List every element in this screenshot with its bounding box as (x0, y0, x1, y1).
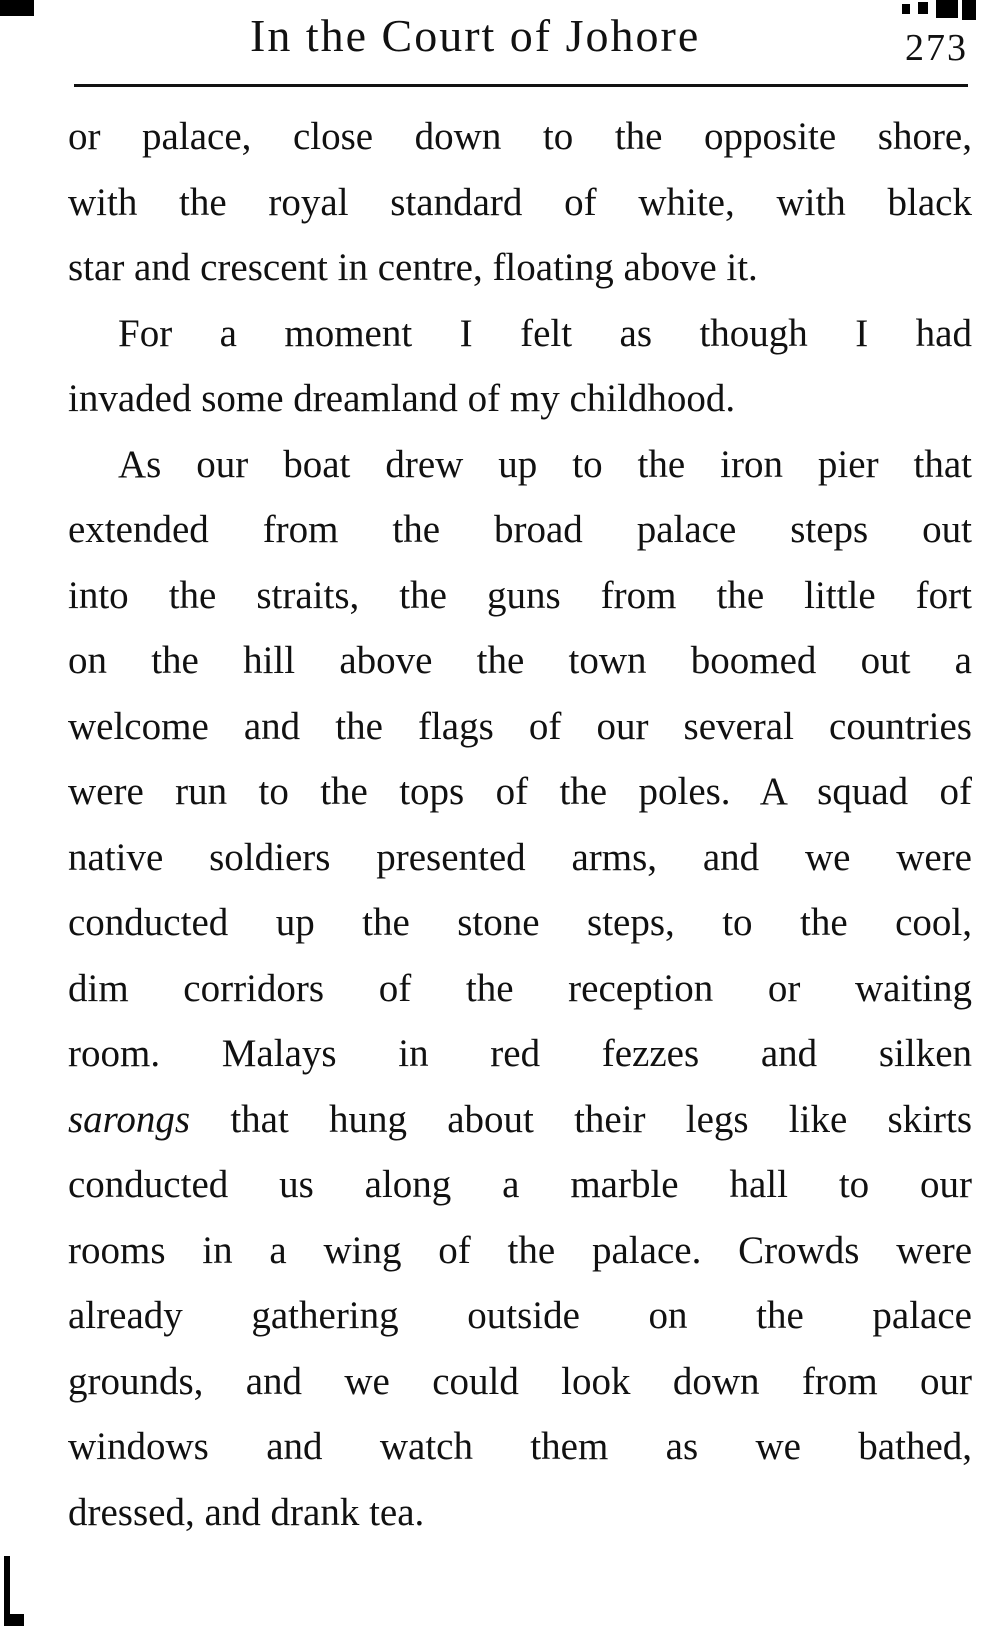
italic-word: sarongs (68, 1097, 191, 1141)
page-number: 273 (905, 27, 968, 69)
text-line: on the hill above the town boomed out a (68, 639, 972, 682)
text-line: invaded some dreamland of my childhood. (68, 377, 736, 420)
text-line: dim corridors of the reception or waiting (68, 966, 972, 1010)
scan-artifact-bottom-left (0, 1556, 24, 1626)
header-rule (74, 84, 968, 87)
text-line: room. Malays in red fezzes and silken (68, 1032, 972, 1075)
text-line: grounds, and we could look down from our (68, 1359, 972, 1403)
text-line: welcome and the flags of our several countries (68, 704, 972, 748)
text-line: were run to the tops of the poles. A squad of (68, 770, 972, 813)
text-line: with the royal standard of white, with black (68, 180, 972, 224)
scan-artifact-top-right (896, 0, 982, 20)
text-line: native soldiers presented arms, and we were (68, 835, 972, 879)
scan-artifact-top-left (0, 0, 34, 16)
text-line-with-italic (68, 1087, 972, 1153)
paragraph-start-line: For a moment I felt as though I had (118, 311, 972, 355)
text-line: dressed, and drank tea. (68, 1490, 425, 1534)
text-line: already gathering outside on the palace (68, 1294, 972, 1337)
text-line: conducted up the stone steps, to the cool, (68, 901, 972, 944)
text-line: rooms in a wing of the palace. Crowds were (68, 1228, 972, 1272)
text-line: star and crescent in centre, floating above it. (68, 246, 758, 289)
text-line: windows and watch them as we bathed, (68, 1425, 972, 1468)
text-line-remainder: that hung about their legs like skirts (230, 1097, 972, 1141)
text-line: conducted us along a marble hall to our (68, 1163, 972, 1206)
text-line: into the straits, the guns from the little fort (68, 573, 972, 617)
text-line: extended from the broad palace steps out (68, 508, 972, 551)
body-text (68, 104, 972, 1545)
paragraph-start-line: As our boat drew up to the iron pier that (118, 442, 972, 486)
running-head-title: In the Court of Johore (250, 10, 701, 61)
text-line: or palace, close down to the opposite shore, (68, 115, 972, 158)
